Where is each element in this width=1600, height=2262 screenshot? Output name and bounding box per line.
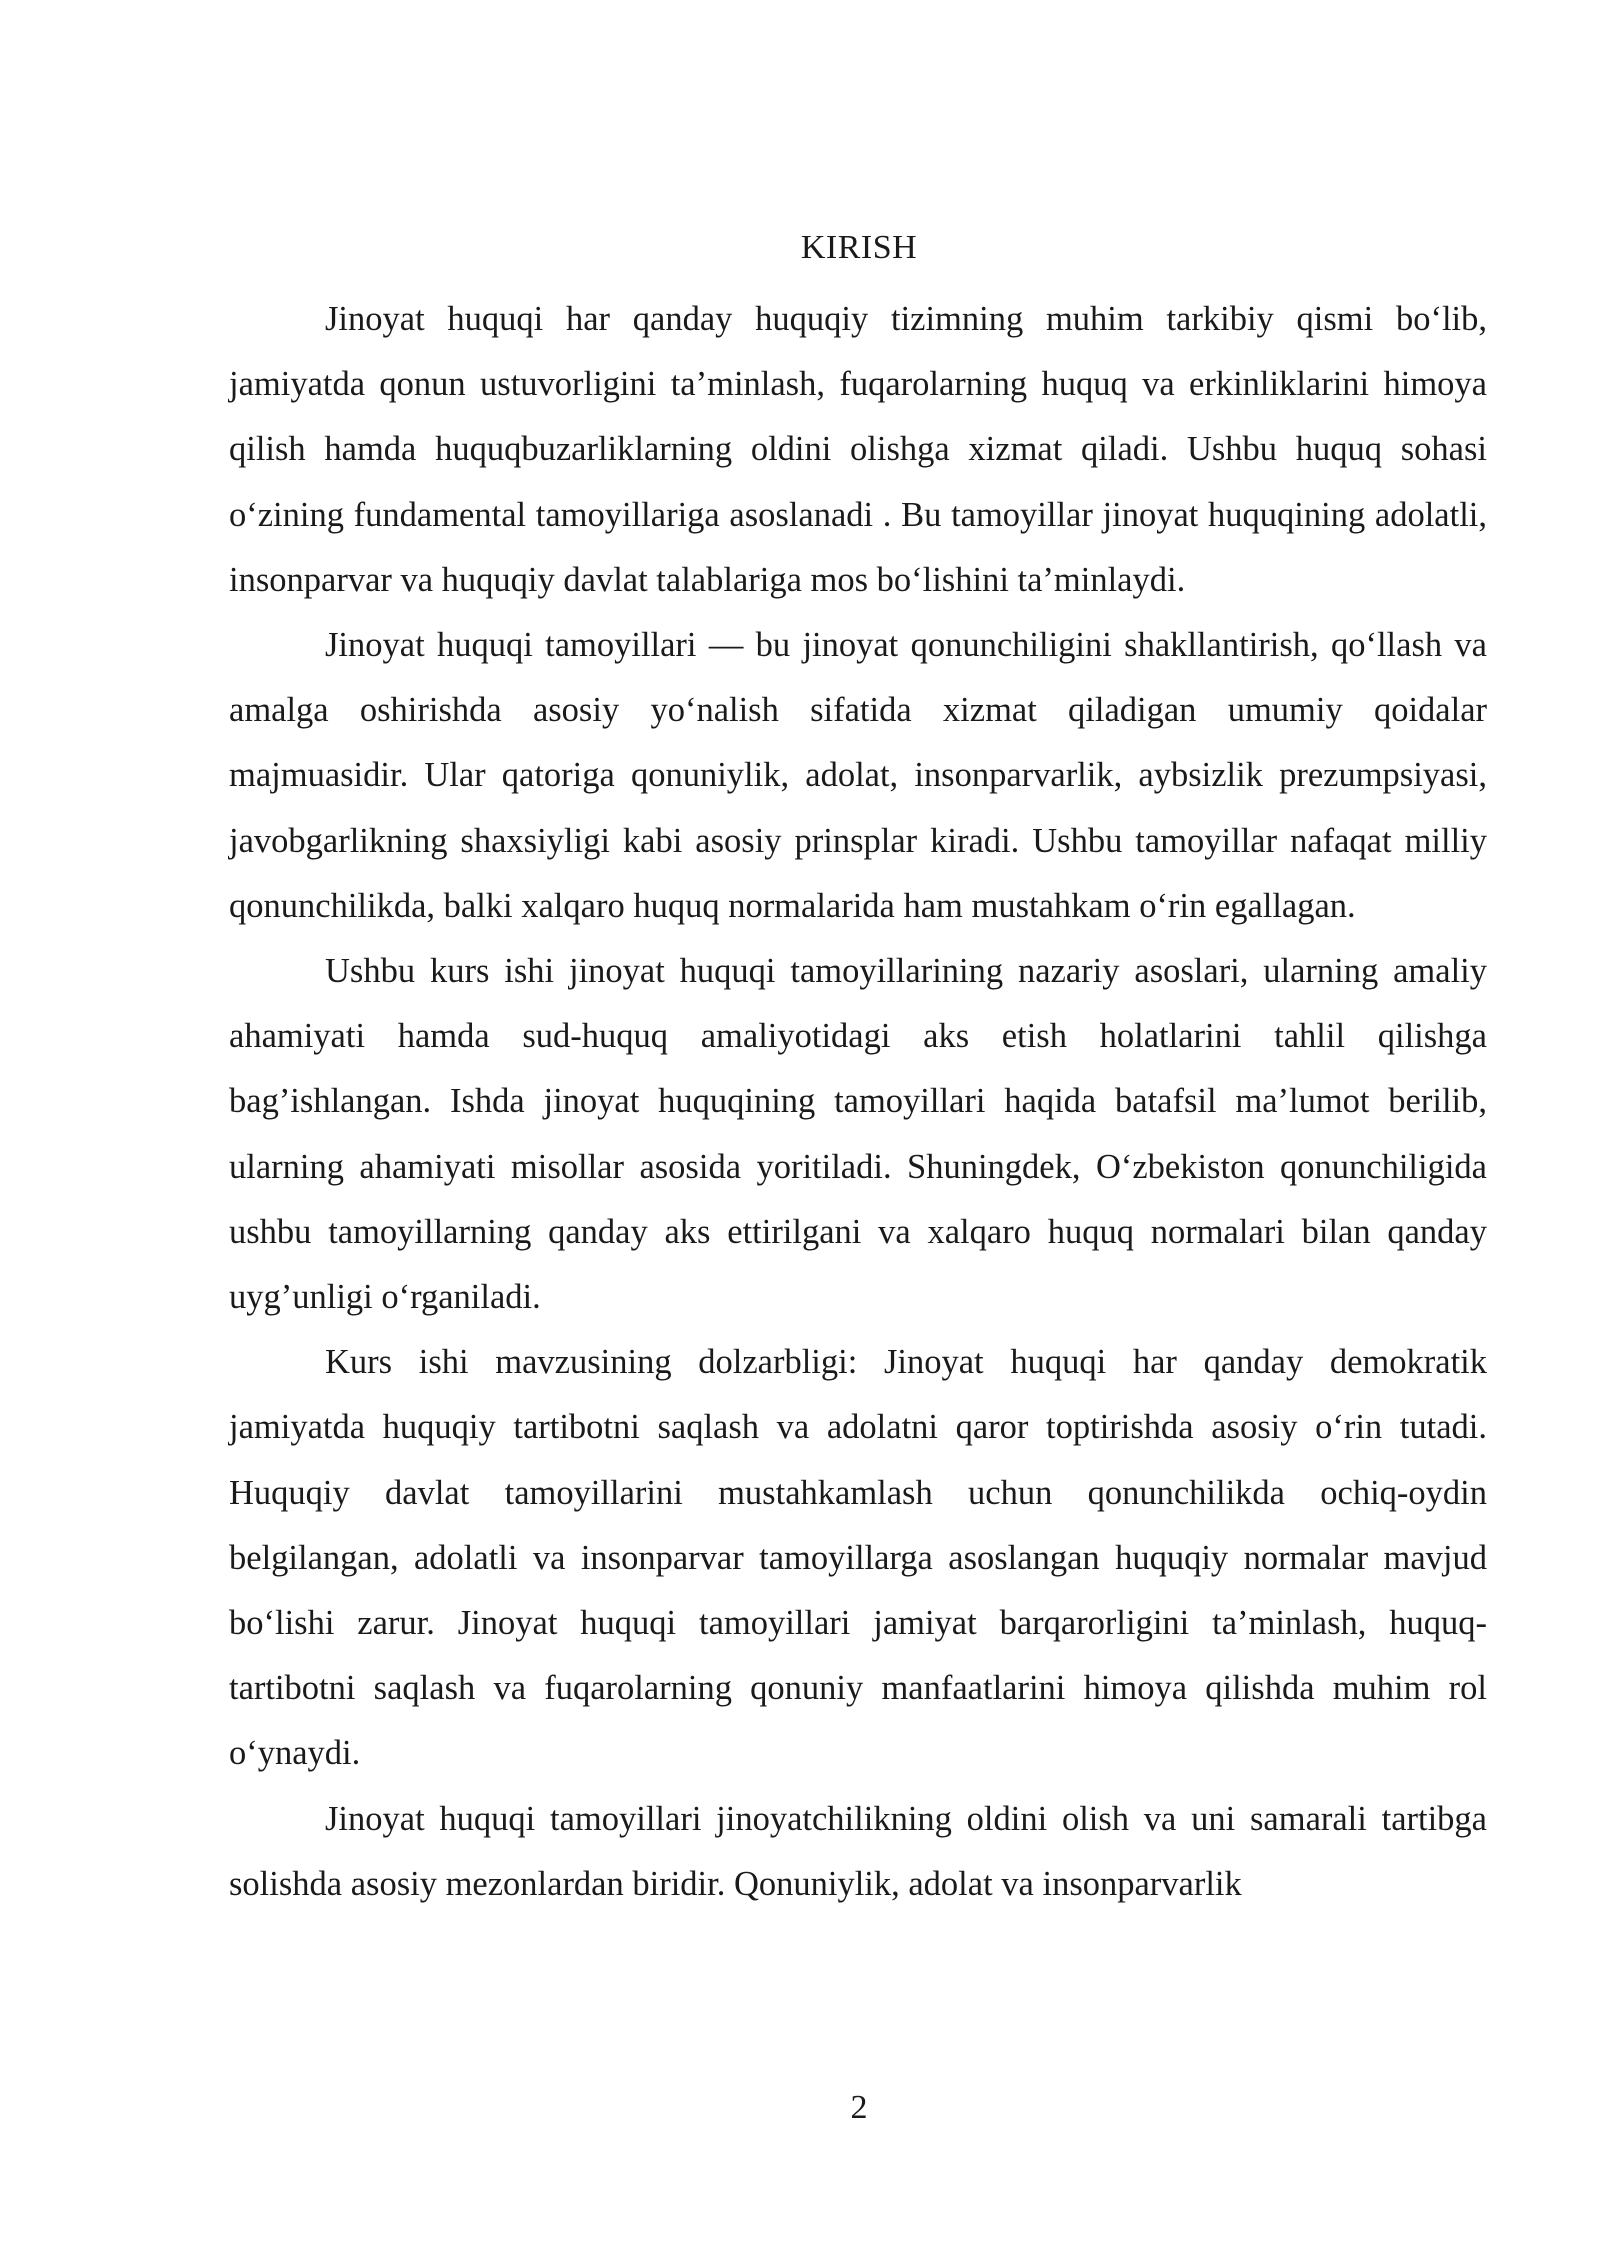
paragraph-course-work-scope: Ushbu kurs ishi jinoyat huquqi tamoyillarining nazariy asoslari, ularning amaliy ahamiyati hamda sud-huquq amaliyotidagi aks etish holatlarini tahlil qilishga bag’ishlangan. Ishda jinoyat huquqining tamoyillari haqida batafsil ma’lumot berilib, ularning ahamiyati misollar asosida yoritiladi. Shuningdek, O‘zbekiston qonunchiligida ushbu tamoyillarning qanday aks ettirilgani va xalqaro huquq normalari bilan qanday uyg’unligi o‘rganiladi. — [229, 952, 1487, 1317]
paragraph-intro: Jinoyat huquqi har qanday huquqiy tizimning muhim tarkibiy qismi bo‘lib, jamiyatda qonun ustuvorligini ta’minlash, fuqarolarning huquq va erkinliklarini himoya qilish hamda huquqbuzarliklarning oldini olishga xizmat qiladi. Ushbu huquq sohasi o‘zining fundamental tamoyillariga asoslanadi . Bu tamoyillar jinoyat huquqining adolatli, insonparvar va huquqiy davlat talablariga mos bo‘lishini ta’minlaydi. — [229, 300, 1487, 599]
paragraph-topic-relevance: Kurs ishi mavzusining dolzarbligi: Jinoyat huquqi har qanday demokratik jamiyatda huquqiy tartibotni saqlash va adolatni qaror toptirishda asosiy o‘rin tutadi. Huquqiy davlat tamoyillarini mustahkamlash uchun qonunchilikda ochiq-oydin belgilangan, adolatli va insonparvar tamoyillarga asoslangan huquqiy normalar mavjud bo‘lishi zarur. Jinoyat huquqi tamoyillari jamiyat barqarorligini ta’minlash, huquq-tartibotni saqlash va fuqarolarning qonuniy manfaatlarini himoya qilishda muhim rol o‘ynaydi. — [229, 1343, 1487, 1773]
body-text — [229, 287, 1487, 1917]
page-title: KIRISH — [800, 229, 918, 266]
paragraph-crime-prevention: Jinoyat huquqi tamoyillari jinoyatchilikning oldini olish va uni samarali tartibga solishda asosiy mezonlardan biridir. Qonuniylik, adolat va insonparvarlik — [229, 1799, 1487, 1903]
paragraph-principles-definition: Jinoyat huquqi tamoyillari — bu jinoyat qonunchiligini shakllantirish, qo‘llash va amalga oshirishda asosiy yo‘nalish sifatida xizmat qiladigan umumiy qoidalar majmuasidir. Ular qatoriga qonuniylik, adolat, insonparvarlik, aybsizlik prezumpsiyasi, javobgarlikning shaxsiyligi kabi asosiy prinsplar kiradi. Ushbu tamoyillar nafaqat milliy qonunchilikda, balki xalqaro huquq normalarida ham mustahkam o‘rin egallagan. — [229, 626, 1487, 925]
page-number: 2 — [850, 2089, 868, 2126]
